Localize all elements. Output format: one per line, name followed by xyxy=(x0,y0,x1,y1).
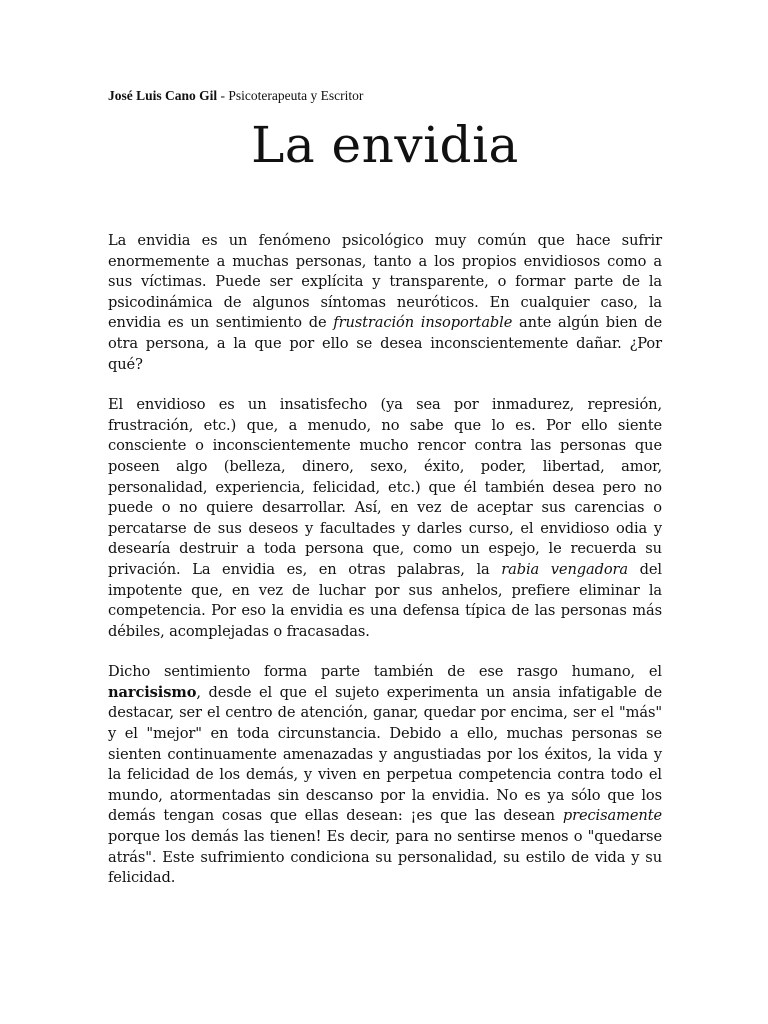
paragraph-3-text-c: porque los demás las tienen! Es decir, para no sentirse menos o "quedarse atrás". Este sufrimiento condiciona su personalidad, su estilo de vida y su felicidad. xyxy=(108,828,662,887)
paragraph-3-bold-term: narcisismo xyxy=(108,683,197,701)
paragraph-2 xyxy=(108,395,662,642)
paragraph-3-emphasis: precisamente xyxy=(562,807,662,825)
paragraph-2-text-a: El envidioso es un insatisfecho (ya sea por inmadurez, represión, frustración, etc.) que, a menudo, no sabe que lo es. Por ello siente consciente o inconscientemente mucho rencor contra las personas que poseen algo (belleza, dinero, sexo, éxito, poder, libertad, amor, personalidad, experiencia, felicidad, etc.) que él también desea pero no puede o no quiere desarrollar. Así, en vez de aceptar sus carencias o percatarse de sus deseos y facultades y darles curso, el envidioso odia y desearía destruir a toda persona que, como un espejo, le recuerda su privación. La envidia es, en otras palabras, la xyxy=(108,396,662,578)
author-role: Psicoterapeuta y Escritor xyxy=(228,88,364,103)
document-body xyxy=(108,231,662,889)
paragraph-1-text-a: La envidia es un fenómeno psicológico muy común que hace sufrir enormemente a muchas personas, tanto a los propios envidiosos como a sus víctimas. Puede ser explícita y transparente, o formar parte de la psicodinámica de algunos síntomas neuróticos. En cualquier caso, la envidia es un sentimiento de xyxy=(108,232,662,332)
byline-separator: - xyxy=(217,88,229,103)
paragraph-1-text-b: ante algún bien de otra persona, a la que por ello se desea inconscientemente dañar. ¿Por qué? xyxy=(108,314,662,373)
paragraph-1-emphasis: frustración insoportable xyxy=(333,314,513,332)
paragraph-3 xyxy=(108,662,662,889)
paragraph-1 xyxy=(108,231,662,375)
paragraph-2-text-b: del impotente que, en vez de luchar por sus anhelos, prefiere eliminar la competencia. Por eso la envidia es una defensa típica de las personas más débiles, acomplejadas o fracasadas. xyxy=(108,560,662,640)
paragraph-3-text-b: , desde el que el sujeto experimenta un ansia infatigable de destacar, ser el centro de atención, ganar, quedar por encima, ser el "más" y el "mejor" en toda circunstancia. Debido a ello, muchas personas se sienten continuamente amenazadas y angustiadas por los éxitos, la vida y la felicidad de los demás, y viven en perpetua competencia contra todo el mundo, atormentadas sin descanso por la envidia. No es ya sólo que los demás tengan cosas que ellas desean: ¡es que las desean xyxy=(108,683,662,825)
document-page xyxy=(108,86,662,909)
document-title: La envidia xyxy=(251,116,519,174)
author-name: José Luis Cano Gil xyxy=(108,88,218,103)
paragraph-2-emphasis: rabia vengadora xyxy=(501,560,629,578)
paragraph-3-text-a: Dicho sentimiento forma parte también de ese rasgo humano, el xyxy=(108,663,662,681)
byline xyxy=(108,86,662,106)
